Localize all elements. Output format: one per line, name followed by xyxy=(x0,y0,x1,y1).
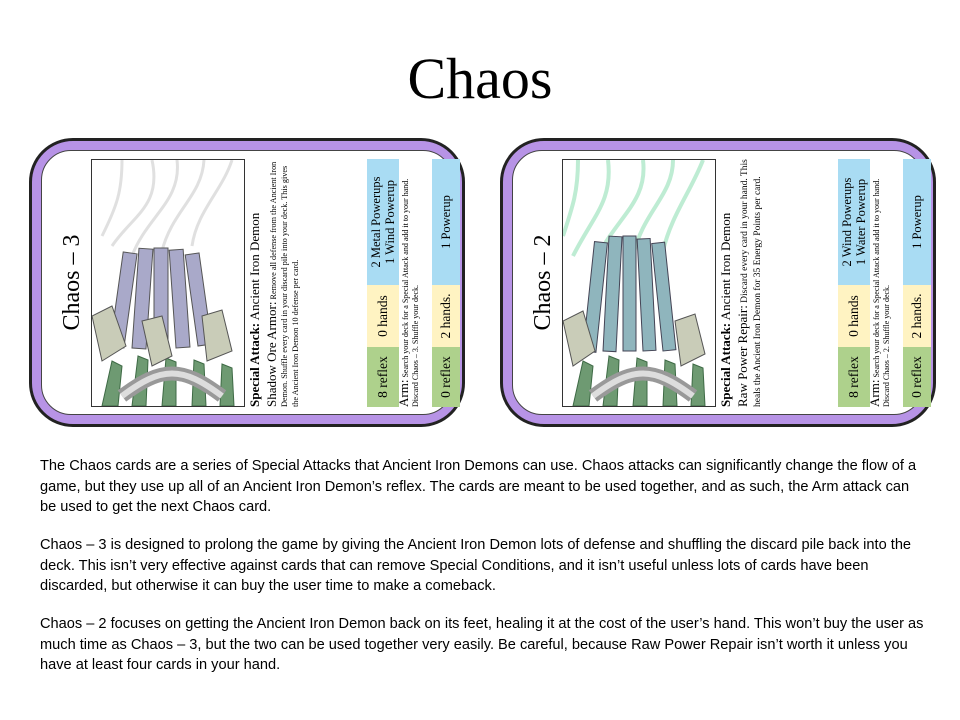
card-artwork xyxy=(91,159,245,407)
paragraph-intro: The Chaos cards are a series of Special Attacks that Ancient Iron Demons can use. Chaos attacks can significantly change the flow of a game, but they use up all of an Ancient Iron Demon’s reflex. The cards are meant to be used together, and as such, the Arm attack can be used to get the next Chaos card. xyxy=(40,458,917,515)
hands-cost: 2 hands. xyxy=(432,285,460,347)
card-chaos-3 xyxy=(29,138,465,427)
arm-text: Search your deck for a Special Attack and add it to your hand. Discard Chaos – 3. Shuffle your deck. xyxy=(401,178,420,407)
page-title: Chaos xyxy=(407,46,553,111)
iron-demon-illustration xyxy=(92,159,245,406)
move-name: Shadow Ore Armor: xyxy=(264,301,279,407)
arm-attack-text xyxy=(396,159,432,407)
powerup-cost xyxy=(903,159,931,285)
powerup-cost xyxy=(367,159,399,285)
arm-label: Arm: xyxy=(396,379,411,407)
arm-attack-text xyxy=(867,159,903,407)
reflex-cost: 8 reflex xyxy=(838,347,870,407)
card-artwork xyxy=(562,159,716,407)
reflex-cost: 0 reflex xyxy=(903,347,931,407)
special-attack-user: Ancient Iron Demon xyxy=(718,212,733,321)
move-text: Remove all defense from the Ancient Iron Demon. Shuffle every card in your discard pile into your deck. This gives the Ancient Iron Demon 10 defense per card. xyxy=(269,161,300,407)
special-attack-label: Special Attack: xyxy=(718,322,733,407)
move-text: Discard every card in your hand. This heals the Ancient Iron Demon for 35 Energy Points per card. xyxy=(740,159,763,407)
special-attack-text xyxy=(245,159,301,407)
special-attack-label: Special Attack: xyxy=(247,322,262,407)
card-name: Chaos – 2 xyxy=(530,234,556,331)
arm-label: Arm: xyxy=(867,379,882,407)
powerup-line: 1 Powerup xyxy=(439,195,453,249)
main-cost-row xyxy=(367,159,399,407)
powerup-cost xyxy=(432,159,460,285)
arm-cost-row xyxy=(903,159,931,407)
reflex-cost: 8 reflex xyxy=(367,347,399,407)
arm-cost-row xyxy=(432,159,460,407)
arm-text: Search your deck for a Special Attack and add it to your hand. Discard Chaos – 2. Shuffle your deck. xyxy=(872,178,891,407)
hands-cost: 0 hands xyxy=(838,285,870,347)
special-attack-text xyxy=(716,159,764,407)
powerup-line: 2 Wind Powerups xyxy=(840,177,854,267)
card-chaos-2 xyxy=(500,138,936,427)
paragraph-chaos-3: Chaos – 3 is designed to prolong the game by giving the Ancient Iron Demon lots of defense and shuffling the discard pile back into the deck. This isn’t very effective against cards that can remove Special Conditions, and it isn’t useful unless lots of cards have been discarded, but otherwise it can buy the user time to make a comeback. xyxy=(40,537,912,594)
reflex-cost: 0 reflex xyxy=(432,347,460,407)
iron-demon-illustration xyxy=(563,159,716,406)
powerup-cost xyxy=(838,159,870,285)
powerup-line: 2 Metal Powerups xyxy=(369,176,383,268)
move-name: Raw Power Repair: xyxy=(735,305,750,407)
hands-cost: 0 hands xyxy=(367,285,399,347)
card-name: Chaos – 3 xyxy=(59,234,85,331)
hands-cost: 2 hands. xyxy=(903,285,931,347)
powerup-line: 1 Water Powerup xyxy=(854,178,868,266)
paragraph-chaos-2: Chaos – 2 focuses on getting the Ancient Iron Demon back on its feet, healing it at the cost of the user’s hand. This won’t buy the user as much time as Chaos – 3, but the two can be used together very easily. Be careful, because Raw Power Repair isn’t worth it unless you have at least four cards in your hand. xyxy=(40,616,924,673)
powerup-line: 1 Wind Powerup xyxy=(383,180,397,264)
special-attack-user: Ancient Iron Demon xyxy=(247,212,262,321)
main-cost-row xyxy=(838,159,870,407)
powerup-line: 1 Powerup xyxy=(910,195,924,249)
